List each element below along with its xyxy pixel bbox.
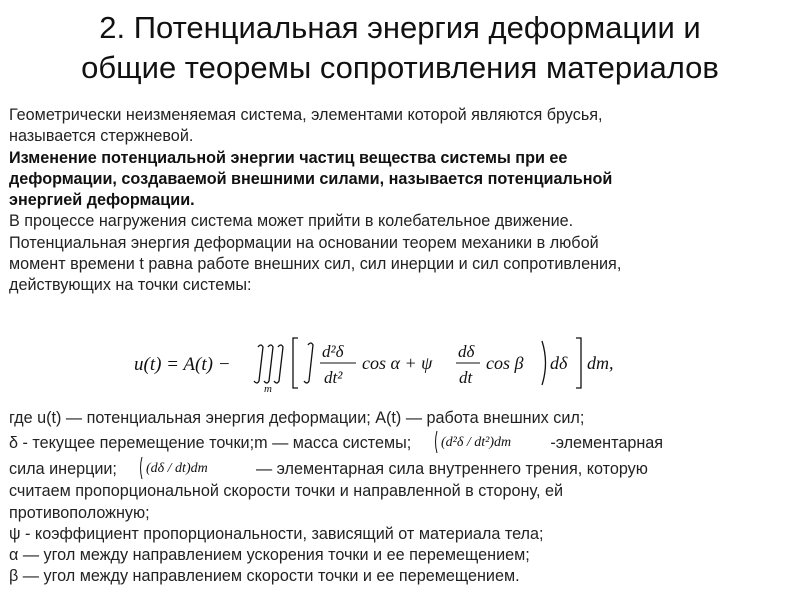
fraction-numerator: d²δ	[322, 342, 344, 361]
definition-text: сила инерции;	[9, 460, 117, 479]
cos-alpha-term: cos α + ψ	[362, 353, 433, 373]
formula-lhs: u(t) = A(t) −	[134, 354, 231, 375]
right-paren	[542, 341, 546, 385]
inline-formula-text: (d²δ / dt²)dm	[440, 435, 511, 451]
integral-sign	[264, 345, 273, 383]
definition-line: ψ - коэффициент пропорциональности, зависящий от материала тела;	[9, 524, 544, 543]
definition-line	[9, 455, 794, 481]
intro-line: В процессе нагружения система может прийти в колебательное движение.	[9, 212, 574, 231]
title-line-2: общие теоремы сопротивления материалов	[81, 50, 719, 85]
intro-line: называется стержневой.	[9, 127, 194, 146]
definition-line: где u(t) — потенциальная энергия деформации; A(t) — работа внешних сил;	[9, 409, 585, 427]
fraction-numerator: dδ	[458, 342, 475, 361]
inertia-force-formula	[434, 429, 546, 455]
intro-line: действующих на точки системы:	[9, 276, 252, 295]
definition-text: — элементарная сила внутреннего трения, которую	[255, 460, 648, 479]
definition-bold-line: деформации, создаваемой внешними силами, называется потенциальной	[9, 169, 613, 188]
friction-force-formula	[139, 455, 251, 481]
intro-line: Потенциальная энергия деформации на основании теорем механики в любой	[9, 233, 599, 252]
integral-subscript: m	[264, 383, 272, 393]
inline-formula-text: (dδ / dt)dm	[146, 461, 209, 477]
slide-title	[0, 8, 800, 88]
definition-line: противоположную;	[9, 503, 150, 522]
definition-bold-line: Изменение потенциальной энергии частиц вещества системы при ее	[9, 148, 568, 167]
right-bracket	[576, 338, 581, 388]
left-paren	[435, 431, 437, 453]
definition-line	[9, 429, 794, 455]
intro-line: момент времени t равна работе внешних сил, сил инерции и сил сопротивления,	[9, 255, 622, 274]
left-paren	[141, 457, 143, 479]
intro-text	[9, 105, 794, 297]
intro-line: Геометрически неизменяемая система, элементами которой являются брусья,	[9, 106, 603, 124]
definition-line: β — угол между направлением скорости точки и ее перемещением.	[9, 567, 520, 586]
integral-sign	[254, 345, 263, 383]
fraction-denominator: dt	[459, 368, 473, 387]
cos-beta-term: cos β	[486, 353, 524, 373]
left-bracket	[293, 338, 298, 388]
definition-text: -элементарная	[550, 434, 664, 453]
definition-line: считаем пропорциональной скорости точки и направленной в сторону, ей	[9, 482, 563, 501]
title-line-1: 2. Потенциальная энергия деформации и	[99, 10, 701, 45]
fraction-denominator: dt²	[324, 368, 343, 387]
integral-sign	[274, 345, 283, 383]
definition-text: δ - текущее перемещение точки;m — масса системы;	[9, 434, 412, 453]
definition-line: α — угол между направлением ускорения точки и ее перемещением;	[9, 546, 530, 565]
integral-sign	[304, 343, 313, 383]
main-formula	[130, 333, 690, 393]
formula-dm: dm,	[587, 353, 614, 373]
definitions	[9, 408, 794, 588]
formula-ddelta: dδ	[550, 353, 568, 373]
definition-bold-line: энергией деформации.	[9, 191, 195, 210]
